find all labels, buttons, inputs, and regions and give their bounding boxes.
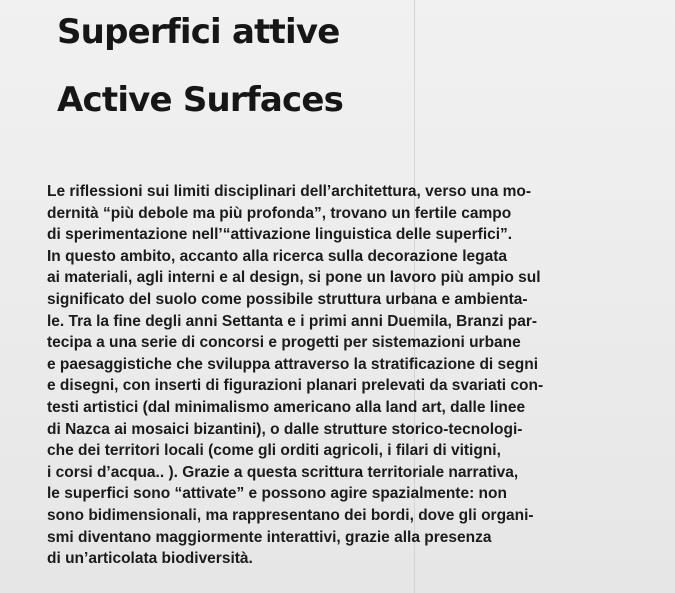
- body-text-line: ai materiali, agli interni e al design, si pone un lavoro più ampio sul: [47, 269, 541, 287]
- body-text-line: sono bidimensionali, ma rappresentano dei bordi, dove gli organi-: [47, 506, 534, 524]
- body-text: [47, 181, 675, 570]
- body-text-line: In questo ambito, accanto alla ricerca sulla decorazione legata: [47, 247, 507, 265]
- body-text-line: le superfici sono “attivate” e possono agire spazialmente: non: [47, 485, 507, 503]
- body-text-line: e paesaggistiche che sviluppa attraverso la stratificazione di segni: [47, 355, 539, 373]
- body-text-line: i corsi d’acqua.. ). Grazie a questa scrittura territoriale narrativa,: [47, 463, 519, 481]
- body-text-line: dernità “più debole ma più profonda”, trovano un fertile campo: [47, 204, 512, 222]
- body-text-line: di Nazca ai mosaici bizantini), o dalle strutture storico-tecnologi-: [47, 420, 523, 438]
- body-text-line: e disegni, con inserti di figurazioni planari prelevati da svariati con-: [47, 377, 544, 395]
- body-text-line: tecipa a una serie di concorsi e progetti per sistemazioni urbane: [47, 334, 521, 352]
- title-italian: Superfici attive: [57, 12, 340, 52]
- body-text-line: Le riflessioni sui limiti disciplinari dell’architettura, verso una mo-: [47, 183, 532, 200]
- body-text-line: di sperimentazione nell’“attivazione linguistica delle superfici”.: [47, 226, 513, 244]
- body-text-line: testi artistici (dal minimalismo americano alla land art, dalle linee: [47, 398, 526, 416]
- title-english: Active Surfaces: [57, 80, 344, 120]
- body-text-line: che dei territori locali (come gli orditi agricoli, i filari di vitigni,: [47, 442, 501, 460]
- body-text-line: smi diventano maggiormente interattivi, grazie alla presenza: [47, 528, 492, 546]
- body-text-line: di un’articolata biodiversità.: [47, 550, 253, 568]
- body-text-line: le. Tra la fine degli anni Settanta e i primi anni Duemila, Branzi par-: [47, 312, 538, 330]
- body-text-line: significato del suolo come possibile struttura urbana e ambienta-: [47, 290, 528, 308]
